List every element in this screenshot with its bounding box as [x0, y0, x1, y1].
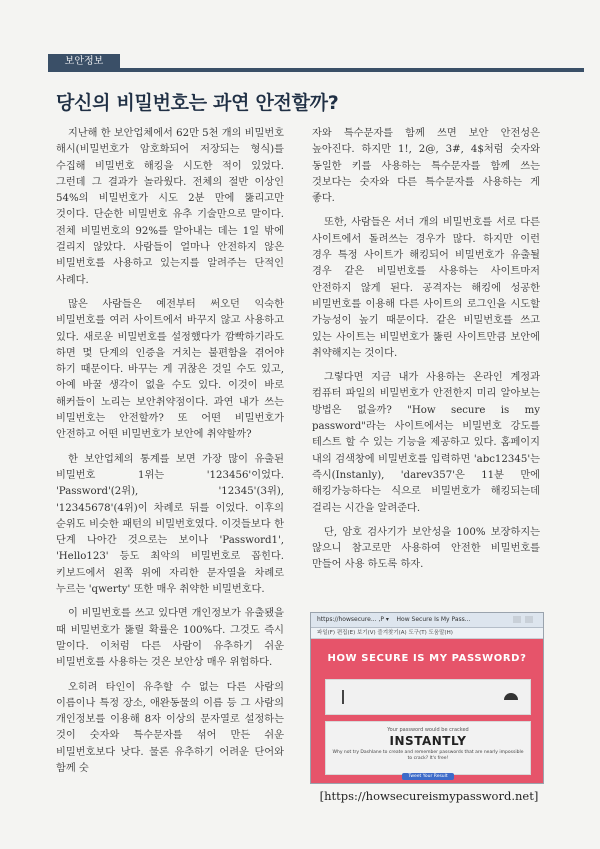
- close-icon: [525, 616, 533, 623]
- paragraph: 많은 사람들은 예전부터 써오던 익숙한 비밀번호를 여러 사이트에서 바꾸지 않고 사용하고 있다. 새로운 비밀번호를 설정했다가 깜빡하기라도 하면 몇 단계의 인증을 거치는 불편함을 겪어야 하기 때문이다. 바꾸는 게 귀찮은 것일 수도 있고, 아예 바꿀 생각이 없을 수도 있다. 이것이 바로 해커들이 노리는 보안취약점이다. 과연 내가 쓰는 비밀번호는 안전할까? 또 어떤 비밀번호가 안전하고 어떤 비밀번호가 보안에 취약할까?: [56, 298, 284, 441]
- tweet-button: Tweet Your Result: [402, 773, 453, 780]
- paragraph: 그렇다면 지금 내가 사용하는 온라인 계정과 컴퓨터 파일의 비밀번호가 안전한지 미리 알아보는 방법은 없을까? "How secure is my password"라는 사이트에서는 비밀번호 강도를 테스트 할 수 있는 기능을 제공하고 있다. 홈페이지 내의 검색창에 비밀번호를 입력하면 'abc12345'는 즉시(Instanly), 'darev357'은 11분 만에 해킹가능하다는 식으로 비밀번호가 해킹되는데 걸리는 시간을 알려준다.: [312, 372, 540, 514]
- result-intro: Your password would be cracked: [387, 727, 469, 733]
- paragraph: 단, 암호 검사기가 보안성을 100% 보장하지는 않으니 참고로만 사용하여 안전한 비밀번호를 만들어 사용 하도록 하자.: [312, 526, 540, 571]
- website-screenshot: [310, 612, 544, 784]
- result-box: [325, 721, 531, 779]
- browser-titlebar: [311, 613, 543, 628]
- site-page: [311, 639, 543, 783]
- paragraph: 지난해 한 보안업체에서 62만 5천 개의 비밀번호 해시(비밀번호가 암호화되어 저장되는 형식)를 수집해 비밀번호 해킹을 시도한 적이 있었다. 그런데 그 결과가 놀라웠다. 전체의 절반 이상인 54%의 비밀번호가 시도 2분 만에 뚫리고만 것이다. 단순한 비밀번호 유추 기술만으로 말이다. 전체 비밀번호의 92%를 알아내는 데는 1일 밖에 걸리지 않았다. 사람들이 얼마나 안전하지 않은 비밀번호를 사용하고 있는지를 알려주는 단적인 사례다.: [56, 128, 284, 286]
- paragraph: 자와 특수문자를 함께 쓰면 보안 안전성은 높아진다. 하지만 1!, 2@, 3#, 4$처럼 숫자와 동일한 키를 사용하는 특수문자를 함께 쓰는 것보다는 숫자와 다른 특수문자를 사용하는 게 좋다.: [312, 128, 540, 205]
- paragraph: 또한, 사람들은 서너 개의 비밀번호를 서로 다른 사이트에서 돌려쓰는 경우가 많다. 하지만 이런 경우 특정 사이트가 해킹되어 비밀번호가 유출될 경우 같은 비밀번호를 사용하는 사이트마저 안전하지 않게 된다. 공격자는 해킹에 성공한 비밀번호를 이용해 다른 사이트의 로그인을 시도할 가능성이 높기 때문이다. 같은 비밀번호를 쓰고 있는 사이트는 비밀번호가 뚫린 사이트만큼 보안에 취약해지는 것이다.: [312, 217, 540, 359]
- paragraph: 오히려 타인이 유추할 수 없는 다른 사람의 이름이나 특정 장소, 애완동물의 이름 등 그 사람의 개인정보를 이용해 8자 이상의 문자열로 설정하는 것이 숫자와 특수문자를 섞어 만든 쉬운 비밀번호보다 낫다. 물론 유추하기 어려운 단어와 함께 숫: [56, 681, 284, 774]
- right-column: [312, 126, 540, 606]
- browser-tab: How Secure Is My Pass...: [396, 616, 471, 623]
- text-caret: [342, 690, 344, 704]
- article-title: 당신의 비밀번호는 과연 안전할까?: [56, 92, 339, 114]
- section-header-bar: [48, 54, 584, 72]
- result-note: Why not try Dashlane to create and remember passwords that are nearly impossible to crack? It's free!: [332, 750, 524, 761]
- minimize-icon: [513, 616, 521, 623]
- browser-address: https://howsecure... ,P ▾: [317, 616, 389, 623]
- image-caption: [https://howsecureismypassword.net]: [319, 789, 539, 803]
- password-input: [325, 679, 531, 715]
- paragraph: 한 보안업체의 통계를 보면 가장 많이 유출된 비밀번호 1위는 '123456'이었다. 'Password'(2위), '12345'(3위), '12345678'(4위)이 차례로 뒤를 이었다. 이후의 순위도 비슷한 패턴의 비밀번호였다. 이것들보다 한 단계 나아간 것으로는 보이나 'Password1', 'Hello123' 등도 최악의 비밀번호로 꼽힌다. 키보드에서 왼쪽 위에 자리한 문자열을 차례로 누르는 'qwerty' 또한 매우 취약한 비밀번호다.: [56, 453, 284, 596]
- paragraph: 이 비밀번호를 쓰고 있다면 개인정보가 유출됐을 때 비밀번호가 뚫릴 확률은 100%다. 그것도 즉시 말이다. 이처럼 다른 사람이 유추하기 쉬운 비밀번호를 사용하는 것은 보안상 매우 위험하다.: [56, 608, 284, 669]
- section-tag: 보안정보: [48, 54, 120, 70]
- browser-menubar: 파일(F) 편집(E) 보기(V) 즐겨찾기(A) 도구(T) 도움말(H): [311, 628, 543, 639]
- left-column: [56, 126, 284, 816]
- eye-icon: [504, 693, 518, 700]
- result-value: INSTANTLY: [389, 734, 467, 748]
- site-headline: HOW SECURE IS MY PASSWORD?: [327, 653, 527, 664]
